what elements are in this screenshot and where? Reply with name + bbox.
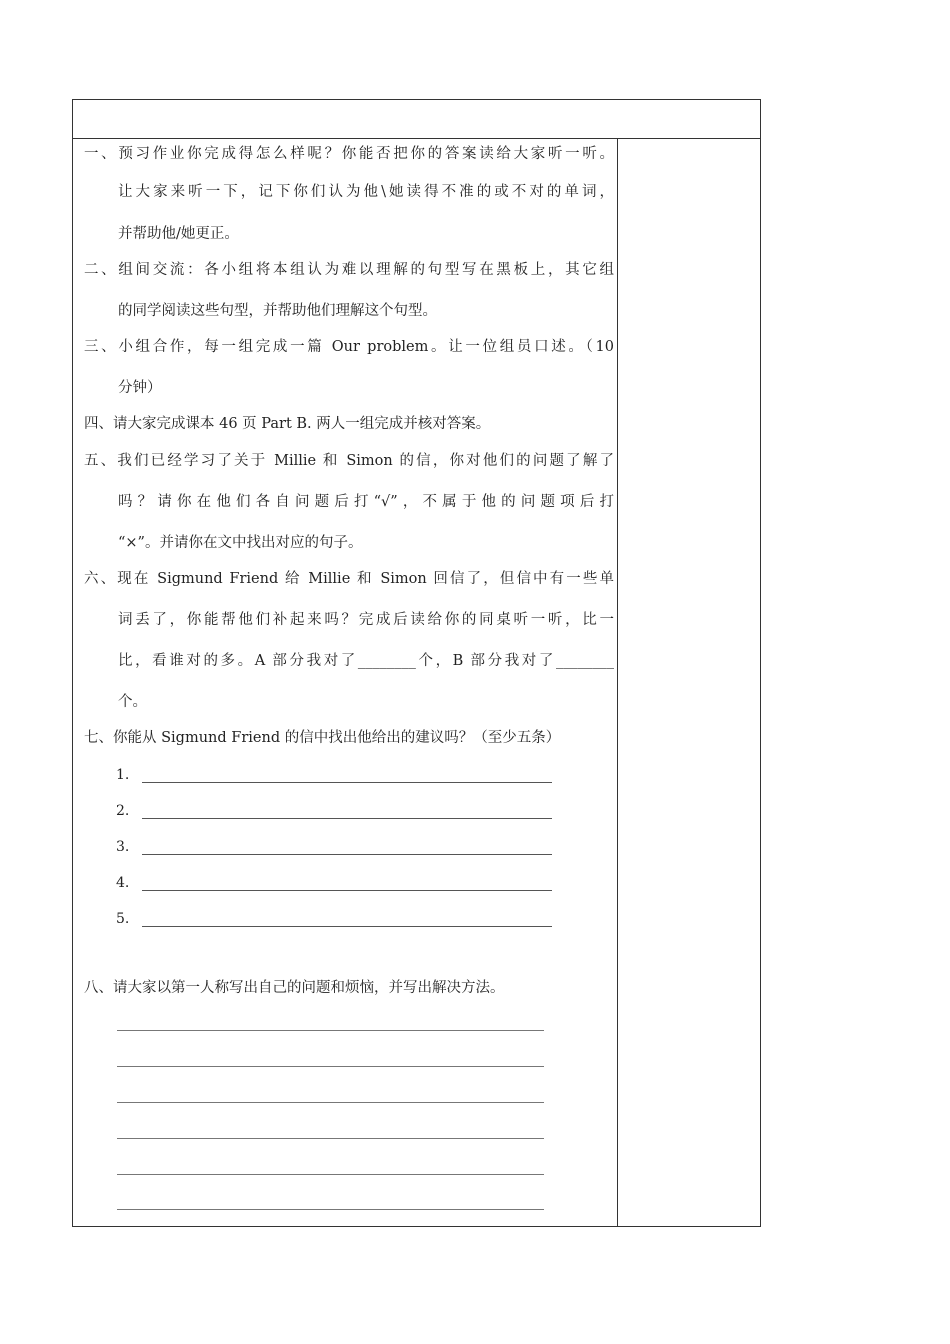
item-6-line-1: 六、现在 Sigmund Friend 给 Millie 和 Simon 回信了，但信中有一些单 — [84, 571, 614, 587]
answer-number: 5. — [116, 911, 130, 927]
writing-line[interactable] — [117, 1138, 544, 1139]
answer-blank-line[interactable] — [142, 782, 552, 783]
worksheet-table — [72, 99, 761, 1227]
item-3-line-1: 三、小组合作，每一组完成一篇 Our problem。让一位组员口述。（10 — [84, 339, 614, 355]
item-5-line-1: 五、我们已经学习了关于 Millie 和 Simon 的信，你对他们的问题了解了 — [84, 453, 614, 469]
item-8-line-1: 八、请大家以第一人称写出自己的问题和烦恼，并写出解决方法。 — [84, 980, 505, 996]
answer-number: 1. — [116, 767, 130, 783]
notes-column-divider — [617, 139, 618, 1226]
writing-line[interactable] — [117, 1030, 544, 1031]
item-5-line-3: “×”。并请你在文中找出对应的句子。 — [118, 535, 363, 551]
item-2-line-1: 二、组间交流：各小组将本组认为难以理解的句型写在黑板上，其它组 — [84, 262, 614, 278]
answer-number: 3. — [116, 839, 130, 855]
writing-line[interactable] — [117, 1066, 544, 1067]
item-4-line-1: 四、请大家完成课本 46 页 Part B. 两人一组完成并核对答案。 — [84, 416, 491, 432]
item-6-line-4: 个。 — [118, 694, 147, 710]
item-1-line-2: 让大家来听一下，记下你们认为他\她读得不准的或不对的单词， — [118, 184, 614, 200]
writing-line[interactable] — [117, 1174, 544, 1175]
answer-blank-line[interactable] — [142, 854, 552, 855]
answer-blank-line[interactable] — [142, 818, 552, 819]
answer-number: 2. — [116, 803, 130, 819]
answer-blank-line[interactable] — [142, 890, 552, 891]
item-1-line-1: 一、预习作业你完成得怎么样呢？你能否把你的答案读给大家听一听。 — [84, 146, 614, 162]
item-3-line-2: 分钟） — [118, 380, 162, 396]
item-1-line-3: 并帮助他/她更正。 — [118, 226, 239, 242]
writing-line[interactable] — [117, 1102, 544, 1103]
answer-blank-line[interactable] — [142, 926, 552, 927]
item-6-line-2: 词丢了，你能帮他们补起来吗？完成后读给你的同桌听一听，比一 — [118, 612, 614, 628]
item-7-line-1: 七、你能从 Sigmund Friend 的信中找出他给出的建议吗？（至少五条） — [84, 730, 561, 746]
table-header-row — [73, 100, 760, 139]
writing-line[interactable] — [117, 1209, 544, 1210]
answer-number: 4. — [116, 875, 130, 891]
item-2-line-2: 的同学阅读这些句型，并帮助他们理解这个句型。 — [118, 303, 437, 319]
item-6-line-3: 比，看谁对的多。A 部分我对了________个，B 部分我对了________ — [118, 653, 614, 669]
item-5-line-2: 吗？请你在他们各自问题后打“√”，不属于他的问题项后打 — [118, 494, 614, 510]
